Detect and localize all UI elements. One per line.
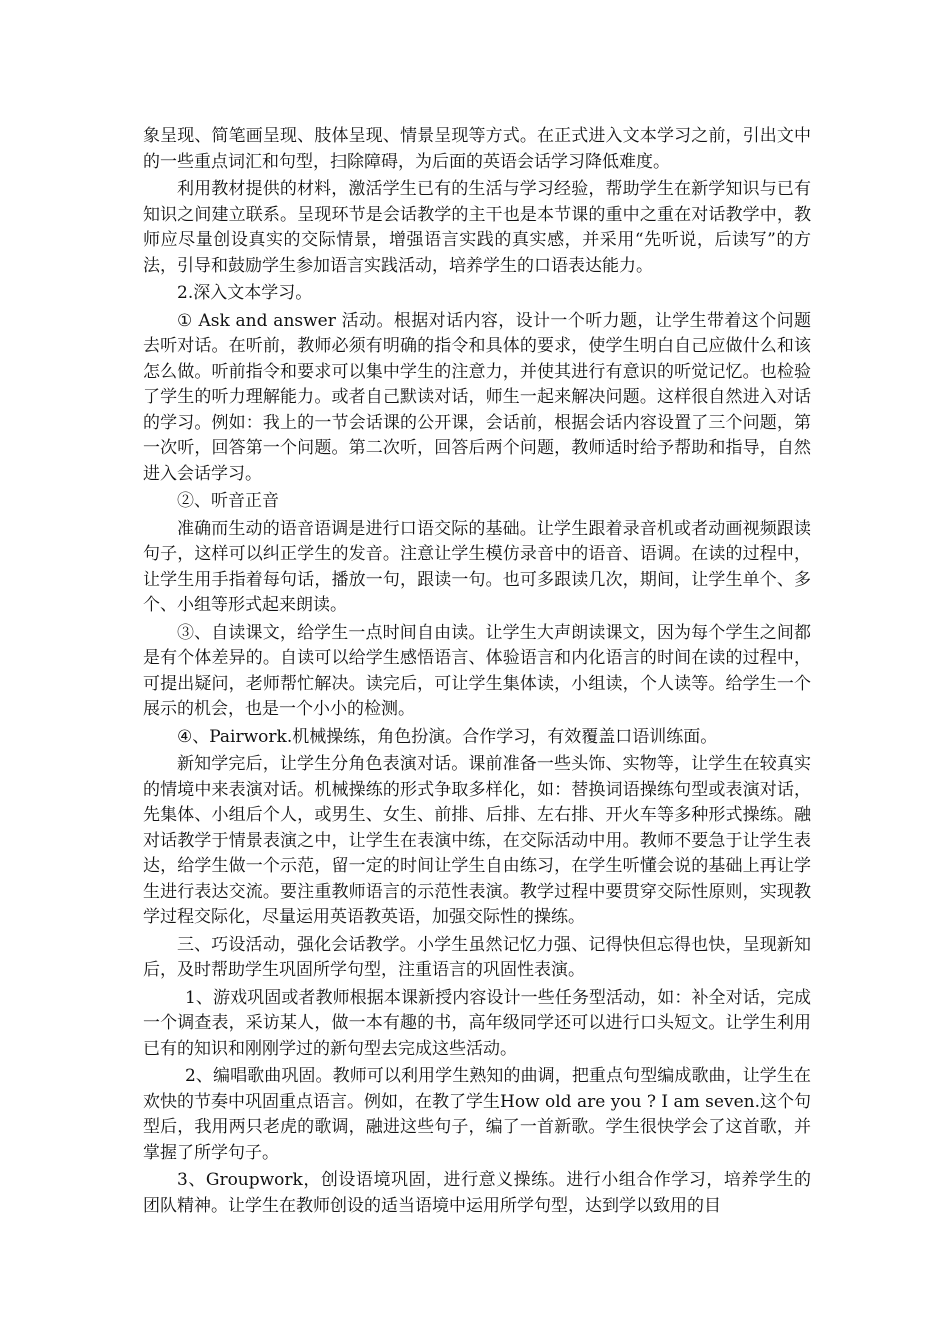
section-heading-activities: 三、巧设活动，强化会话教学。小学生虽然记忆力强、记得快但忘得也快，呈现新知后，及时帮助学生巩固所学句型，注重语言的巩固性表演。 (143, 934, 811, 980)
paragraph-role-play: 新知学完后，让学生分角色表演对话。课前准备一些头饰、实物等，让学生在较真实的情境中来表演对话。机械操练的形式争取多样化，如：替换词语操练句型或表演对话，先集体、小组后个人，或男生、女生、前排、后排、左右排、开火车等多种形式操练。融对话教学于情景表演之中，让学生在表演中练，在交际活动中用。教师不要急于让学生表达，给学生做一个示范，留一定的时间让学生自由练习，在学生听懂会说的基础上再让学生进行表达交流。要注重教师语言的示范性表演。教学过程中要贯穿交际性原则，实现教学过程交际化，尽量运用英语教英语，加强交际性的操练。 (143, 754, 811, 927)
subheading-listen-correct: ②、听音正音 (177, 491, 279, 511)
paragraph-self-reading: ③、自读课文，给学生一点时间自由读。让学生大声朗读课文，因为每个学生之间都是有个体差异的。自读可以给学生感悟语言、体验语言和内化语言的时间在读的过程中，可提出疑问，老师帮忙解决。读完后，可让学生集体读，小组读，个人读等。给学生一个展示的机会，也是一个小小的检测。 (143, 622, 811, 719)
document-body (143, 124, 811, 1221)
paragraph-song-consolidation: 2、编唱歌曲巩固。教师可以利用学生熟知的曲调，把重点句型编成歌曲，让学生在欢快的节奏中巩固重点语言。例如，在教了学生How old are you ? I am seven.这个句型后，我用两只老虎的歌调，融进这些句子，编了一首新歌。学生很快学会了这首歌，并掌握了所学句子。 (143, 1066, 811, 1163)
paragraph-groupwork: 3、Groupwork，创设语境巩固，进行意义操练。进行小组合作学习，培养学生的团队精神。让学生在教师创设的适当语境中运用所学句型，达到学以致用的目 (143, 1170, 811, 1216)
paragraph-pairwork: ④、Pairwork.机械操练，角色扮演。合作学习，有效覆盖口语训练面。 (177, 726, 718, 747)
paragraph-teaching-materials: 利用教材提供的材料，激活学生已有的生活与学习经验，帮助学生在新学知识与已有知识之间建立联系。呈现环节是会话教学的主干也是本节课的重中之重在对话教学中，教师应尽量创设真实的交际情景，增强语言实践的真实感，并采用“先听说，后读写”的方法，引导和鼓励学生参加语言实践活动，培养学生的口语表达能力。 (143, 179, 811, 276)
section-heading-text-study: 2.深入文本学习。 (177, 283, 313, 303)
paragraph-pronunciation: 准确而生动的语音语调是进行口语交际的基础。让学生跟着录音机或者动画视频跟读句子，这样可以纠正学生的发音。注意让学生模仿录音中的语音、语调。在读的过程中，让学生用手指着每句话，播放一句，跟读一句。也可多跟读几次，期间，让学生单个、多个、小组等形式起来朗读。 (143, 518, 811, 615)
paragraph-intro-continuation: 象呈现、简笔画呈现、肢体呈现、情景呈现等方式。在正式进入文本学习之前，引出文中的一些重点词汇和句型，扫除障碍，为后面的英语会话学习降低难度。 (143, 126, 811, 172)
paragraph-game-consolidation: 1、游戏巩固或者教师根据本课新授内容设计一些任务型活动，如：补全对话，完成一个调查表，采访某人，做一本有趣的书，高年级同学还可以进行口头短文。让学生利用已有的知识和刚刚学过的新句型去完成这些活动。 (143, 987, 811, 1059)
paragraph-ask-and-answer: ① Ask and answer 活动。根据对话内容，设计一个听力题，让学生带着这个问题去听对话。在听前，教师必须有明确的指令和具体的要求，使学生明白自己应做什么和该怎么做。听前指令和要求可以集中学生的注意力，并使其进行有意识的听觉记忆。也检验了学生的听力理解能力。或者自己默读对话，师生一起来解决问题。这样很自然进入对话的学习。例如：我上的一节会话课的公开课，会话前，根据会话内容设置了三个问题，第一次听，回答第一个问题。第二次听，回答后两个问题，教师适时给予帮助和指导，自然进入会话学习。 (143, 310, 811, 484)
